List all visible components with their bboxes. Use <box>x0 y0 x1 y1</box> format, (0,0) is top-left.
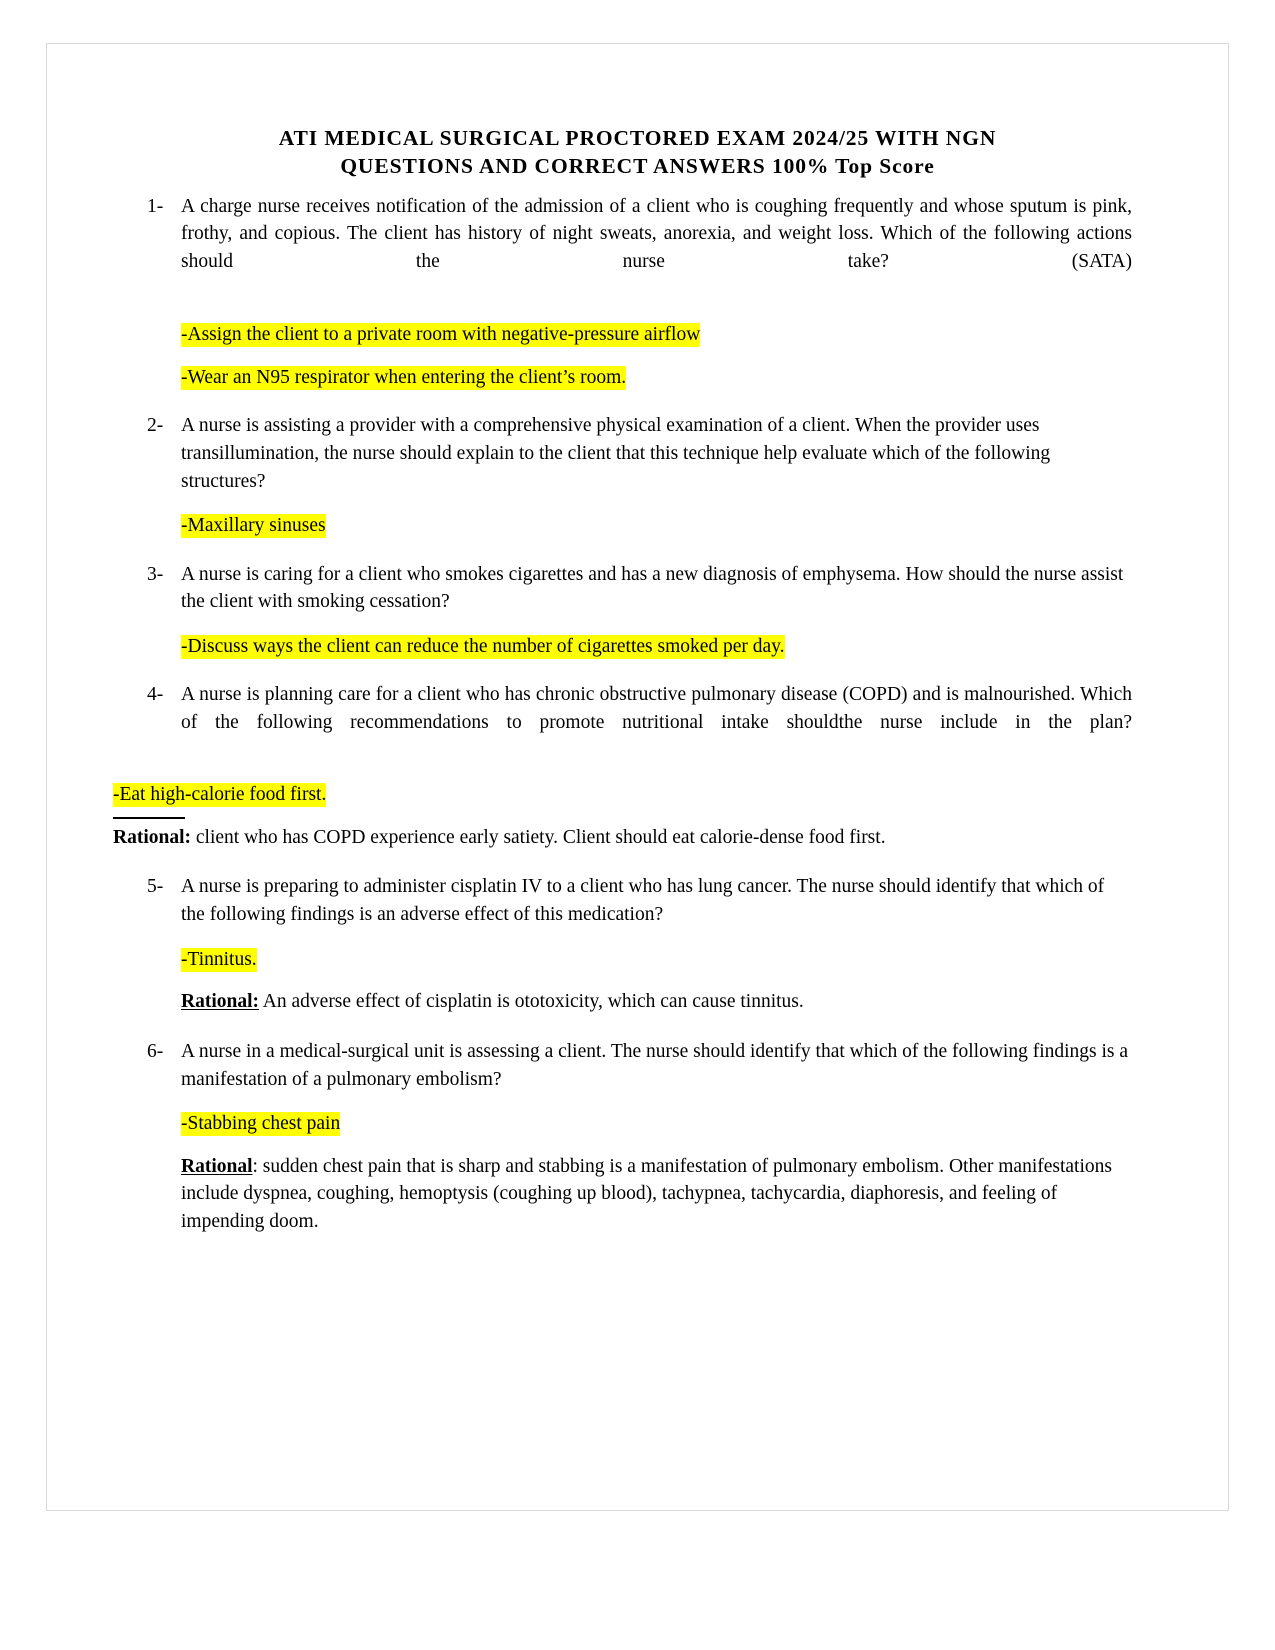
page-title-line-1: ATI MEDICAL SURGICAL PROCTORED EXAM 2024/25 WITH NGN <box>278 126 997 150</box>
question-item <box>143 561 1132 616</box>
page-title-line-2: QUESTIONS AND CORRECT ANSWERS 100% Top Score <box>340 154 935 179</box>
question-number: 1- <box>147 195 164 217</box>
rational-text: : sudden chest pain that is sharp and stabbing is a manifestation of pulmonary embolism. Other manifestations include dyspnea, coughing, hemoptysis (coughing up blood), tachypnea, tachycardia, diaphoresis, and feeling of impending doom. <box>181 1155 1112 1232</box>
highlighted-answer: -Eat high-calorie food first. <box>113 784 327 806</box>
question-item <box>143 193 1132 304</box>
rational-text: An adverse effect of cisplatin is ototoxicity, which can cause tinnitus. <box>259 991 804 1013</box>
highlighted-answer: -Assign the client to a private room with negative-pressure airflow <box>181 323 701 345</box>
highlighted-answer: -Stabbing chest pain <box>181 1113 341 1135</box>
question-item <box>143 873 1132 928</box>
document-page <box>46 43 1229 1511</box>
rational-row <box>143 1153 1132 1236</box>
question-number: 2- <box>147 415 164 437</box>
question-text: A nurse is preparing to administer cisplatin IV to a client who has lung cancer. The nurse should identify that which of the following findings is an adverse effect of this medication? <box>181 876 1105 926</box>
answer-row <box>143 947 1132 972</box>
rational-row <box>113 824 1132 852</box>
question-item <box>143 681 1132 764</box>
answer-row <box>143 365 1132 390</box>
rational-text: client who has COPD experience early satiety. Client should eat calorie-dense food first. <box>191 826 886 848</box>
rational-label: Rational: <box>113 824 191 852</box>
rational-label: Rational <box>181 1155 253 1177</box>
answer-row <box>143 634 1132 659</box>
spacer <box>143 539 1132 549</box>
question-text: A nurse in a medical-surgical unit is assessing a client. The nurse should identify that which of the following findings is a manifestation of a pulmonary embolism? <box>181 1040 1129 1090</box>
question-number: 5- <box>147 876 164 898</box>
rational-label: Rational: <box>181 991 259 1013</box>
question-text: A nurse is caring for a client who smokes cigarettes and has a new diagnosis of emphysema. How should the nurse assist the client with smoking cessation? <box>181 563 1124 613</box>
document-body <box>47 44 1228 1510</box>
spacer <box>143 390 1132 400</box>
highlighted-answer: -Discuss ways the client can reduce the number of cigarettes smoked per day. <box>181 635 785 657</box>
rational-row <box>143 988 1132 1016</box>
answer-row <box>113 782 1132 807</box>
question-text: A nurse is planning care for a client who has chronic obstructive pulmonary disease (COPD) and is malnourished. Which of the following recommendations to promote nutritional intake shouldthe nurse include in the plan? <box>181 684 1132 733</box>
question-number: 3- <box>147 563 164 585</box>
question-text: A nurse is assisting a provider with a comprehensive physical examination of a client. When the provider uses transillumination, the nurse should explain to the client that this technique help evaluate which of the following structures? <box>181 415 1051 492</box>
spacer <box>143 851 1132 861</box>
answer-row <box>143 1111 1132 1136</box>
question-item <box>143 412 1132 495</box>
question-text: A charge nurse receives notification of the admission of a client who is coughing frequently and whose sputum is pink, frothy, and copious. The client has history of night sweats, anorexia, and weight loss. Which of the following actions should the nurse take? (SATA) <box>181 195 1132 273</box>
highlighted-answer: -Wear an N95 respirator when entering the client’s room. <box>181 366 627 388</box>
highlighted-answer: -Maxillary sinuses <box>181 515 326 537</box>
spacer <box>143 659 1132 669</box>
answer-row <box>143 322 1132 347</box>
question-number: 4- <box>147 684 164 706</box>
question-item <box>143 1038 1132 1093</box>
page-title <box>143 124 1132 181</box>
highlighted-answer: -Tinnitus. <box>181 948 257 970</box>
question-number: 6- <box>147 1040 164 1062</box>
answer-row <box>143 513 1132 538</box>
spacer <box>143 1016 1132 1026</box>
